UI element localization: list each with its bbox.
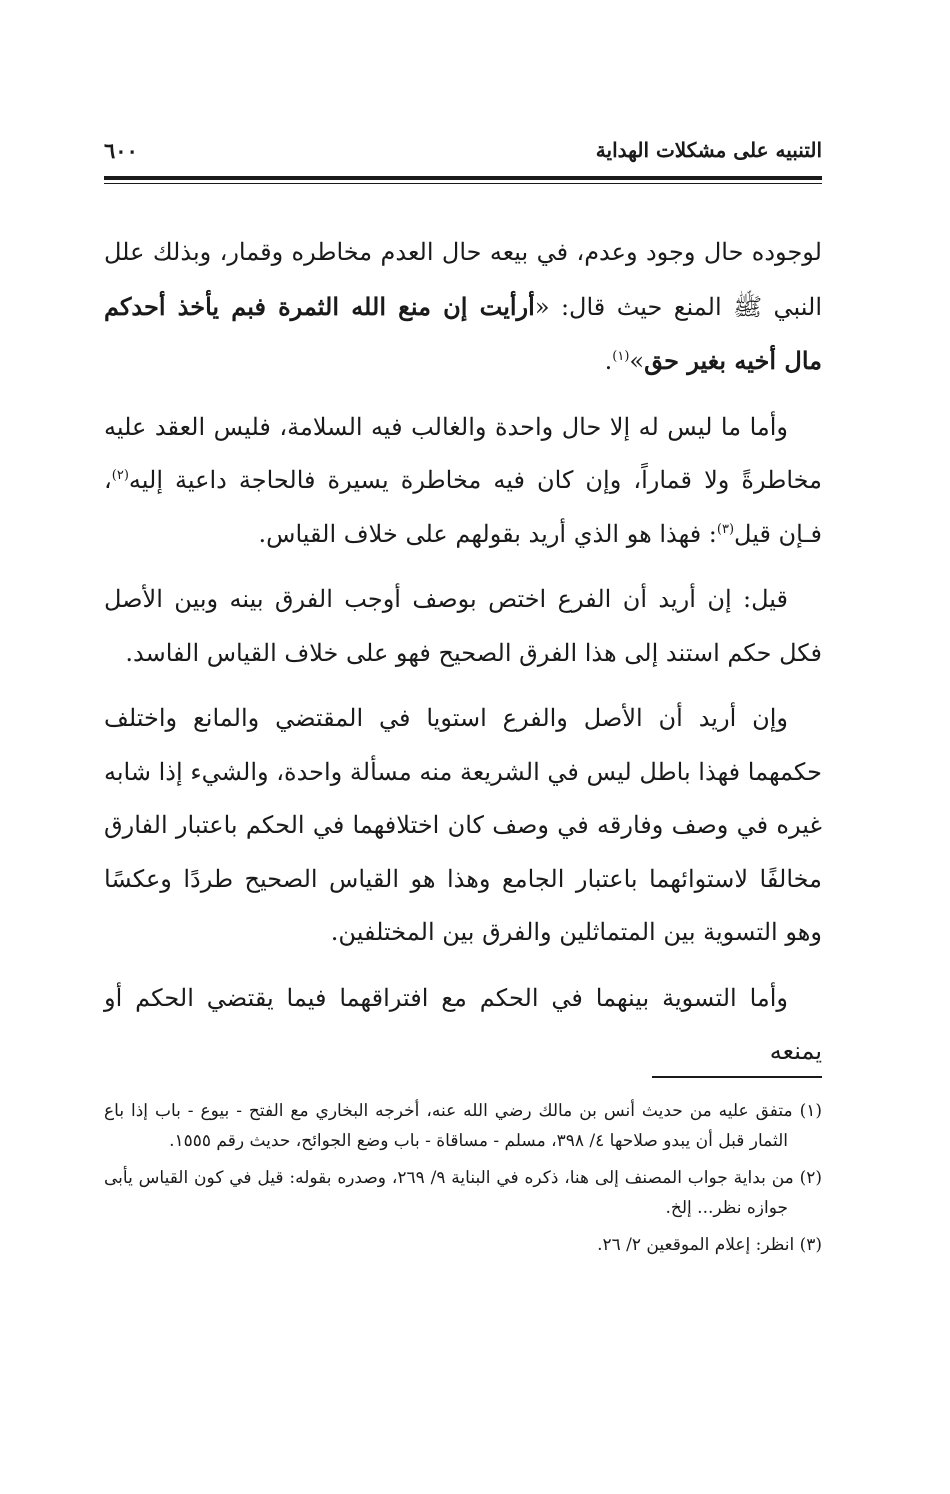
footnote-ref-1: (١) (612, 349, 630, 364)
paragraph-3: قيل: إن أريد أن الفرع اختص بوصف أوجب الفرق بينه وبين الأصل فكل حكم استند إلى هذا الفرق الصحيح فهو على خلاف القياس الفاسد. (104, 585, 822, 667)
book-title: التنبيه على مشكلات الهداية (595, 138, 822, 162)
header-rule-thick (104, 176, 822, 180)
page-number: ٦٠٠ (104, 138, 138, 163)
main-text (104, 226, 822, 1091)
footnote-separator (104, 1076, 822, 1078)
footnotes (104, 1096, 822, 1267)
paragraph-2-text-b: ، فـإن قيل (104, 466, 822, 548)
footnote-ref-3: (٣) (716, 521, 735, 537)
quote-close: » (629, 347, 645, 375)
paragraph-2-text-c: : فهذا هو الذي أريد بقولهم على خلاف القياس. (258, 519, 717, 548)
footnote-2: (٢) من بداية جواب المصنف إلى هنا، ذكره في البناية ٩/ ٢٦٩، وصدره بقوله: قيل في كون القياس يأبى جوازه نظر... إلخ. (104, 1168, 822, 1218)
hadith-quote: أرأيت إن منع الله الثمرة فبم يأخذ أحدكم مال أخيه بغير حق (104, 291, 822, 375)
paragraph-5: وأما التسوية بينهما في الحكم مع افتراقهما فيما يقتضي الحكم أو يمنعه (104, 983, 822, 1065)
footnote-1: (١) متفق عليه من حديث أنس بن مالك رضي الله عنه، أخرجه البخاري مع الفتح - بيوع - باب إذا باع الثمار قبل أن يبدو صلاحها ٤/ ٣٩٨، مسلم - مساقاة - باب وضع الجوائح، حديث رقم ١٥٥٥. (104, 1101, 822, 1151)
paragraph-1 (104, 226, 822, 389)
paragraph-2-text-a: وأما ما ليس له إلا حال واحدة والغالب فيه السلامة، فليس العقد عليه مخاطرةً ولا قماراً، وإن كان فيه مخاطرة يسيرة فالحاجة داعية إليه (104, 412, 823, 494)
footnote-3: (٣) انظر: إعلام الموقعين ٢/ ٢٦. (597, 1235, 822, 1255)
paragraph-1-text: لوجوده حال وجود وعدم، في بيعه حال العدم مخاطره وقمار، وبذلك علل النبي ﷺ المنع حيث قال: « (104, 238, 822, 321)
paragraph-1-end: . (604, 347, 613, 375)
header-rule-thin (104, 183, 822, 184)
paragraph-2 (104, 401, 822, 562)
paragraph-4: وإن أريد أن الأصل والفرع استويا في المقتضي والمانع واختلف حكمهما فهذا باطل ليس في الشريعة منه مسألة واحدة، والشيء إذا شابه غيره في وصف وفارقه في وصف كان اختلافهما في الحكم باعتبار الفارق مخالفًا لاستوائهما باعتبار الجامع وهذا هو القياس الصحيح طردًا وعكسًا وهو التسوية بين المتماثلين والفرق بين المختلفين. (104, 704, 822, 946)
running-header (104, 138, 822, 174)
footnote-ref-2: (٢) (111, 468, 129, 483)
